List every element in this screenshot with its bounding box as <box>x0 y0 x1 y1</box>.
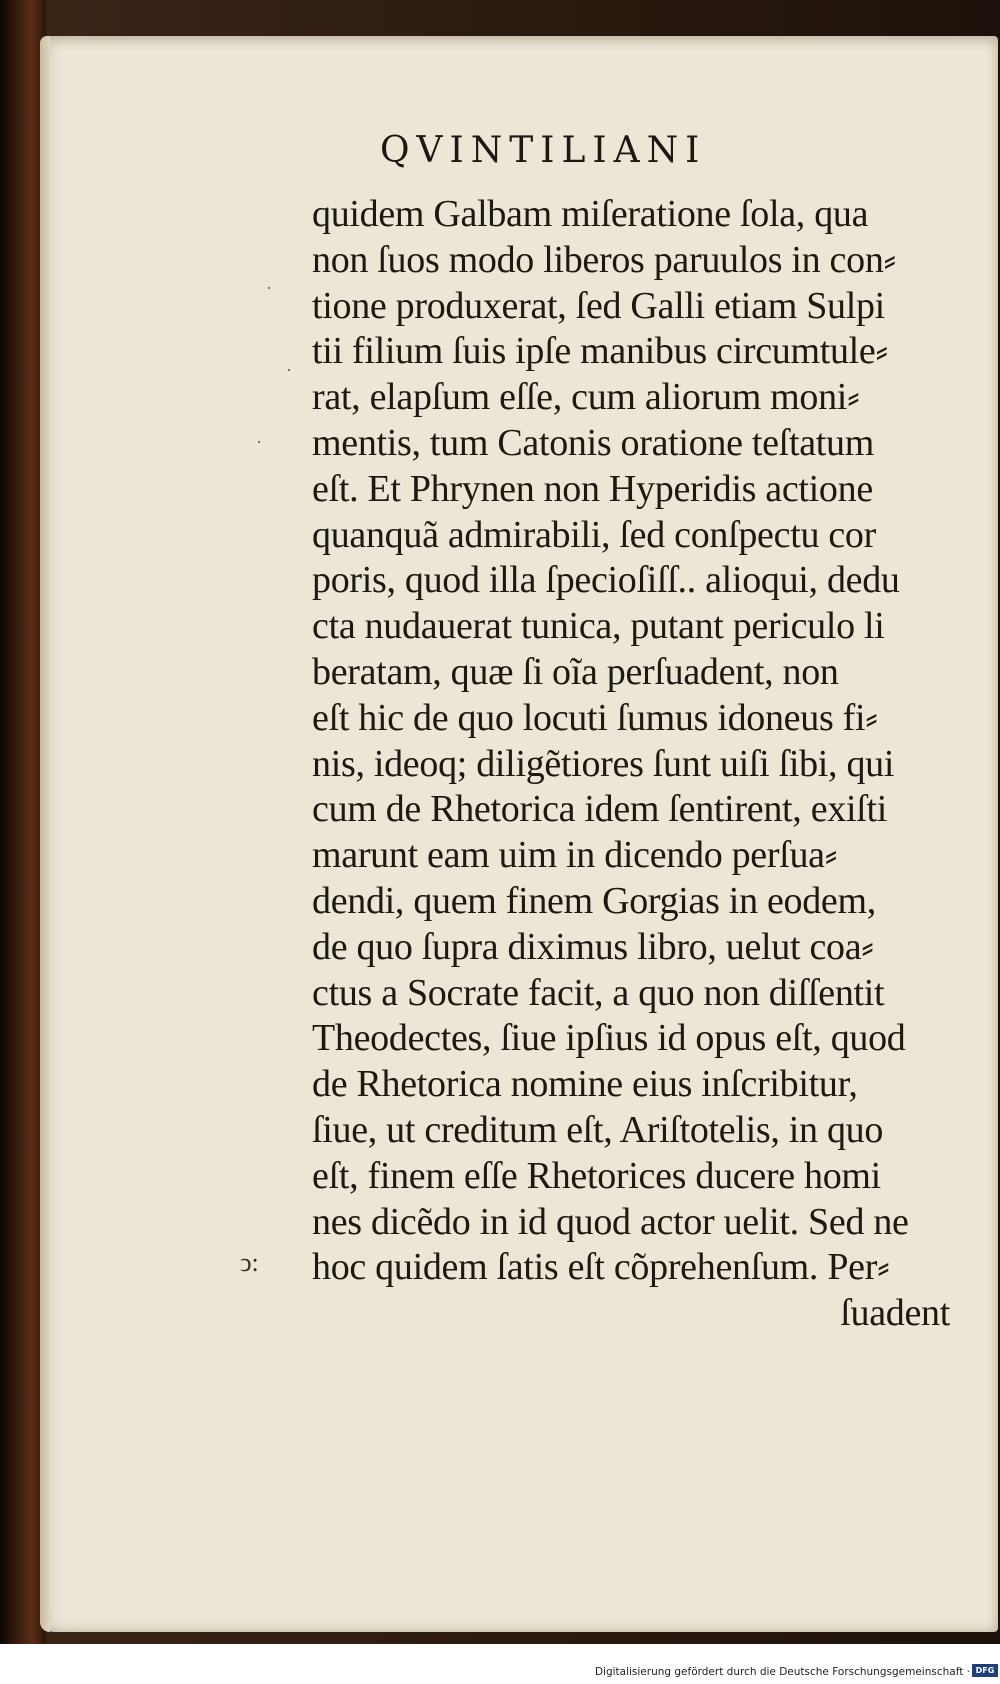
text-line: hoc quidem ſatis eſt cõprehenſum. Per⸗ <box>312 1246 890 1289</box>
text-line: Theodectes, ſiue ipſius id opus eſt, quod <box>312 1017 906 1060</box>
text-line: rat, elapſum eſſe, cum aliorum moni⸗ <box>312 376 860 419</box>
catchword: ſuadent <box>840 1292 950 1335</box>
margin-dot: · <box>286 360 292 380</box>
text-line: quanquã admirabili, ſed conſpectu cor <box>312 513 876 556</box>
text-line: de quo ſupra diximus libro, uelut coa⸗ <box>312 925 874 968</box>
text-line: marunt eam uim in dicendo perſua⸗ <box>312 834 838 877</box>
text-line: ctus a Socrate facit, a quo non diſſentit <box>312 971 885 1014</box>
text-line: cta nudauerat tunica, putant periculo li <box>312 605 885 648</box>
margin-dot: · <box>256 432 262 452</box>
body-text <box>312 192 952 1335</box>
text-line: nis, ideoq; diligẽtiores ſunt uiſi ſibi, qui <box>312 742 895 785</box>
text-line: eſt, finem eſſe Rhetorices ducere homi <box>312 1154 881 1197</box>
page-edge <box>40 36 50 1632</box>
text-line: eſt hic de quo locuti ſumus idoneus fi⸗ <box>312 696 878 739</box>
text-line: mentis, tum Catonis oratione teſtatum <box>312 421 874 464</box>
text-line: non ſuos modo liberos paruulos in con⸗ <box>312 238 896 281</box>
text-line: quidem Galbam miſeratione ſola, qua <box>312 193 869 235</box>
footer-strip <box>0 1644 1000 1684</box>
text-line: poris, quod illa ſpecioſiſſ.. alioqui, dedu <box>312 559 900 602</box>
text-line: dendi, quem finem Gorgias in eodem, <box>312 879 876 922</box>
text-line: cum de Rhetorica idem ſentirent, exiſti <box>312 788 887 831</box>
margin-note: ↄ: <box>240 1248 259 1277</box>
footer-credit: Digitalisierung gefördert durch die Deutsche Forschungsgemeinschaft · <box>594 1666 970 1678</box>
text-line: ſiue, ut creditum eſt, Ariſtotelis, in quo <box>312 1108 884 1151</box>
text-line: eſt. Et Phrynen non Hyperidis actione <box>312 467 873 510</box>
text-line: tii filium ſuis ipſe manibus circumtule⸗ <box>312 330 888 373</box>
running-head: QVINTILIANI <box>380 130 707 171</box>
text-line: nes dicẽdo in id quod actor uelit. Sed ne <box>312 1200 909 1243</box>
text-line: beratam, quæ ſi oĩa perſuadent, non <box>312 650 839 693</box>
text-line: tione produxerat, ſed Galli etiam Sulpi <box>312 284 885 327</box>
text-line: de Rhetorica nomine eius inſcribitur, <box>312 1063 858 1106</box>
dfg-logo: DFG <box>972 1664 998 1677</box>
margin-dot: · <box>266 278 272 298</box>
